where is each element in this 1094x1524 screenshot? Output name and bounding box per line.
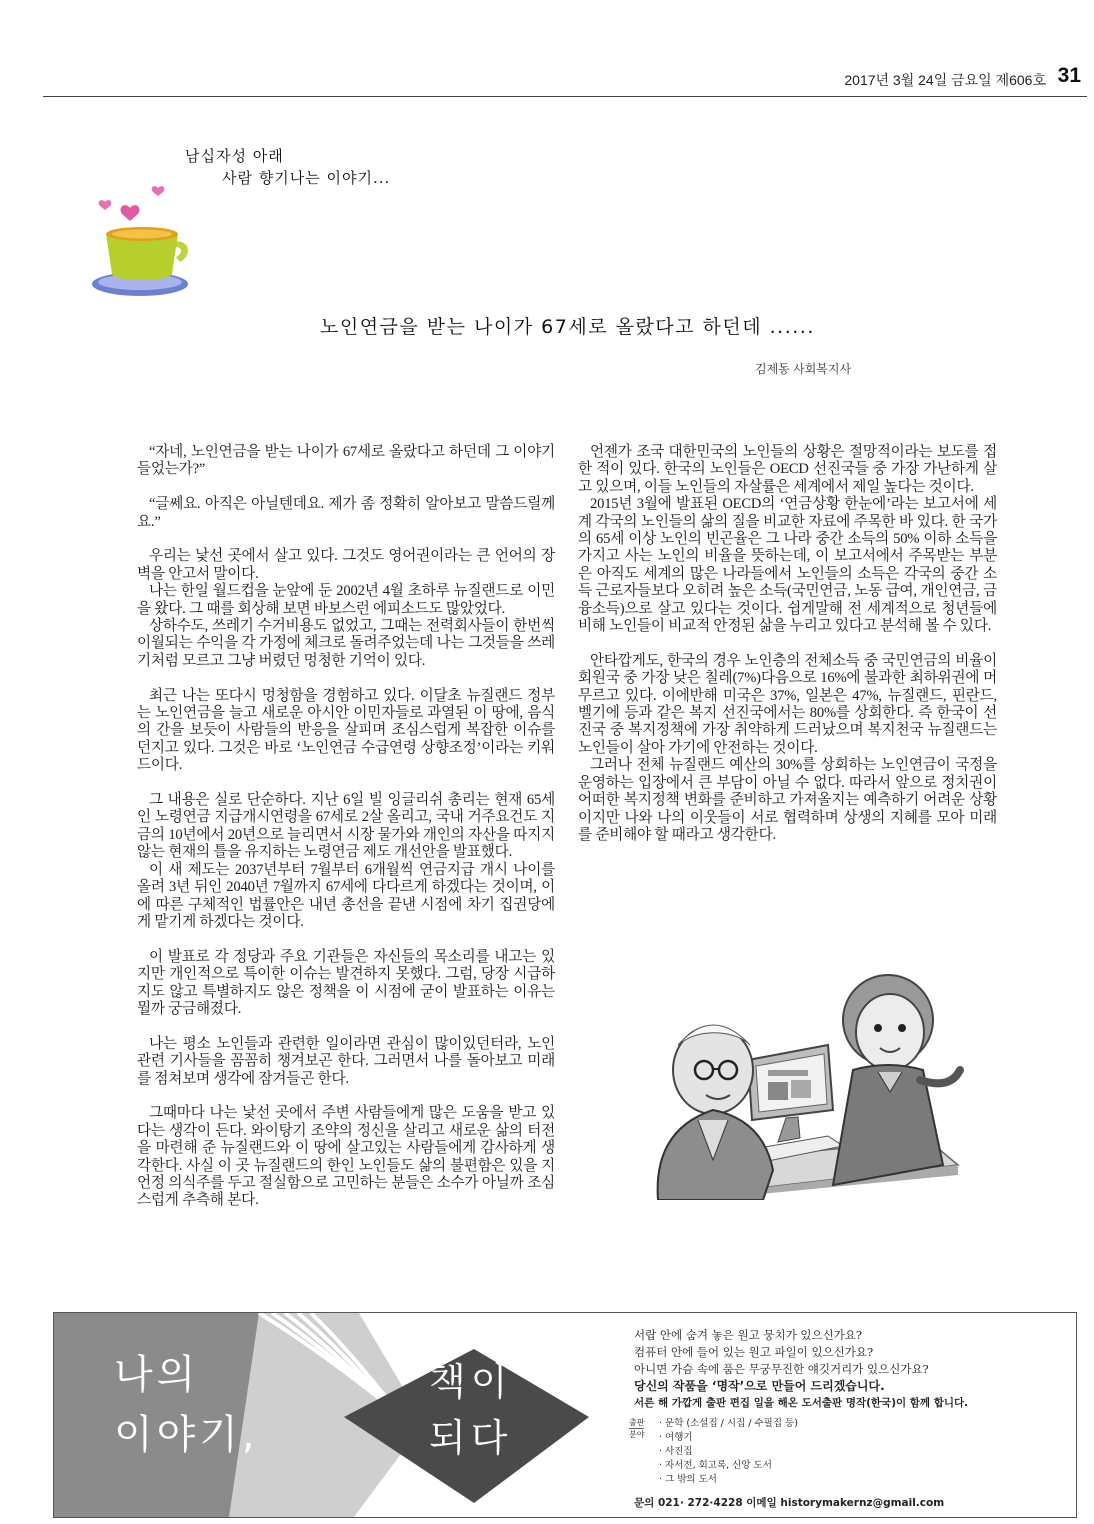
article-paragraph: 그러나 전체 뉴질랜드 예산의 30%를 상회하는 노인연금이 국정을 운영하는 입장에서 큰 부담이 아닐 수 없다. 따라서 앞으로 정치권이 어떠한 복지정책 변화를 준비하고 가져올지는 예측하기 어려운 상황이지만 나와 나의 이웃들이 서로 협력하며 상생의 지혜를 모아 미래를 준비해야 할 때라고 생각한다. (578, 757, 997, 843)
ad-category-item: · 자서전, 회고록, 신앙 도서 (659, 1460, 772, 1471)
article-paragraph: 나는 평소 노인들과 관련한 일이라면 관심이 많이있던터라, 노인 관련 기사들을 꼼꼼히 챙겨보곤 한다. 그러면서 나를 돌아보고 미래를 점쳐보며 생각에 잠겨들곤 한다. (137, 1035, 555, 1087)
ad-category-label-line1: 출판 (629, 1418, 645, 1427)
ad-contact: 문의 021· 272·4228 이메일 historymakernz@gmail.com (634, 1497, 945, 1509)
ad-title-left-line2: 이야기, (114, 1412, 259, 1458)
ad-question-2: 컴퓨터 안에 들어 있는 원고 파일이 있으신가요? (634, 1345, 874, 1359)
ad-question-1: 서랍 안에 숨겨 놓은 원고 뭉치가 있으신가요? (634, 1328, 863, 1342)
article-headline: 노인연금을 받는 나이가 67세로 올랐다고 하던데 ...... (320, 316, 815, 338)
article-paragraph: 우리는 낯선 곳에서 살고 있다. 그것도 영어권이라는 큰 언어의 장벽을 안고서 말이다. (137, 548, 555, 582)
article-paragraph: 이 새 제도는 2037년부터 7월부터 6개월씩 연금지급 개시 나이를 올려 3년 뒤인 2040년 7월까지 67세에 다다르게 하겠다는 것이며, 이에 따른 구체적인 법률안은 내년 총선을 끝낸 시점에 차기 집권당에게 맡기게 하겠다는 것이다. (137, 861, 555, 930)
article-paragraph: 그때마다 나는 낯선 곳에서 주변 사람들에게 많은 도움을 받고 있다는 생각이 든다. 와이탕기 조약의 정신을 살리고 새로운 삶의 터전을 마련해 준 뉴질랜드와 이 땅에 살고있는 사람들에게 감사하게 생각한다. 사실 이 곳 뉴질랜드의 한인 노인들도 삶의 불편함은 있을 지언정 의식주를 두고 절실함으로 고민하는 분들은 소수가 아닐까 조심스럽게 추측해 본다. (137, 1105, 555, 1209)
article-byline: 김제동 사회복지사 (755, 362, 852, 376)
ad-category-item: · 여행기 (659, 1432, 693, 1443)
article-paragraph: 그 내용은 실로 단순하다. 지난 6일 빌 잉글리쉬 총리는 현재 65세인 노령연금 지급개시연령을 67세로 2살 올리고, 국내 거주요건도 지금의 10년에서 20년으로 늘리면서 시장 물가와 개인의 자산을 따지지않는 현재의 틀을 유지하는 노령연금 제도 개선안을 발표했다. (137, 792, 555, 861)
column-title-line1: 남십자성 아래 (185, 147, 284, 165)
page-number: 31 (1057, 64, 1081, 87)
article-column-left (137, 444, 555, 1210)
ad-question-3: 아니면 가슴 속에 품은 무궁무진한 얘깃거리가 있으신가요? (634, 1362, 929, 1376)
ad-title-right-line2: 되다 (429, 1416, 513, 1460)
ad-category-item: · 그 밖의 도서 (659, 1474, 717, 1485)
article-paragraph: 이 발표로 각 정당과 주요 기관들은 자신들의 목소리를 내고는 있지만 개인적으로 특이한 이슈는 발견하지 못했다. 그럼, 당장 시급하지도 않고 특별하지도 않은 정책을 이 시점에 굳이 발표하는 이유는 뭘까 궁금해졌다. (137, 948, 555, 1017)
article-column-right (578, 444, 997, 844)
article-paragraph: “글쎄요. 아직은 아닐텐데요. 제가 좀 정확히 알아보고 말씀드릴께요.” (137, 496, 555, 530)
article-paragraph: 상하수도, 쓰레기 수거비용도 없었고, 그때는 전력회사들이 한번씩 이월되는 수익을 각 가정에 체크로 돌려주었는데 나는 그것들을 쓰레기처럼 모르고 그냥 버렸던 멍청한 기억이 있다. (137, 618, 555, 669)
article-paragraph: 언젠가 조국 대한민국의 노인들의 상황은 절망적이라는 보도를 접한 적이 있다. 한국의 노인들은 OECD 선진국들 중 가장 가난하게 살고 있으며, 이들 노인들의 자살률은 세계에서 제일 높다는 것이다. (578, 444, 997, 495)
ad-category-item: · 문학 (소설집 / 시집 / 수필집 등) (659, 1418, 798, 1429)
elderly-couple-computer-illustration (628, 950, 968, 1200)
issue-date: 2017년 3월 24일 금요일 제606호 (844, 72, 1046, 88)
article-paragraph: “자네, 노인연금을 받는 나이가 67세로 올랐다고 하던데 그 이야기 들었는가?” (137, 444, 555, 478)
ad-category-item: · 사진집 (659, 1446, 693, 1457)
ad-category-label (629, 1417, 644, 1440)
article-paragraph: 나는 한일 월드컵을 눈앞에 둔 2002년 4월 초하루 뉴질랜드로 이민을 왔다. 그 때를 회상해 보면 바보스런 에피소드도 많았었다. (137, 583, 555, 617)
ad-title-left-line1: 나의 (114, 1352, 200, 1398)
book-publishing-ad (53, 1312, 1077, 1518)
header-rule (43, 96, 1087, 97)
article-paragraph: 최근 나는 또다시 멍청함을 경험하고 있다. 이달초 뉴질랜드 정부는 노인연금을 늘고 새로운 아시안 이민자들로 과열된 이 땅에, 음식의 간을 보듯이 사람들의 반응을 살피며 조심스럽게 복잡한 이슈를 던지고 있다. 그것은 바로 ‘노인연금 수급연령 상향조정’이라는 키워드이다. (137, 687, 555, 774)
ad-subline: 서른 해 가깝게 출판 편집 일을 해온 도서출판 명작(한국)이 함께 합니다. (634, 1397, 969, 1409)
article-paragraph: 안타깝게도, 한국의 경우 노인층의 전체소득 중 국민연금의 비율이 회원국 중 가장 낮은 칠레(7%)다음으로 16%에 불과한 최하위권에 머무르고 있다. 이에반해 미국은 37%, 일본은 47%, 뉴질랜드, 핀란드, 벨기에 등과 같은 복지 선진국에서는 80%를 상회한다. 즉 한국이 선진국 중 복지정책에 가장 취약하게 드러났으며 복지천국 뉴질랜드는 노인들이 살아 가기에 안전하는 것이다. (578, 652, 997, 756)
column-title-line2: 사람 향기나는 이야기... (222, 169, 391, 187)
teacup-hearts-icon (88, 180, 198, 300)
ad-title-right-line1: 책이 (429, 1360, 513, 1404)
ad-category-label-line2: 분야 (629, 1430, 645, 1439)
ad-headline: 당신의 작품을 ‘명작’으로 만들어 드리겠습니다. (634, 1379, 885, 1393)
article-paragraph: 2015년 3월에 발표된 OECD의 ‘연금상황 한눈에’라는 보고서에 세계 각국의 노인들의 삶의 질을 비교한 자료에 주목한 바 있다. 한 국가의 65세 이상 노인의 빈곤율은 그 나라 중간 소득의 50% 이하 소득을 가지고 사는 노인의 비율을 뜻하는데, 이 보고서에서 주목받는 부분은 아직도 세계의 많은 나라들에서 노인들의 소득은 각국의 중간 소득 근로자들보다 오히려 높은 소득(국민연금, 노동 급여, 개인연금, 금융소득)으로 살고 있다는 것이다. 쉽게말해 전 세계적으로 청년들에 비해 노인들이 비교적 안정된 삶을 누리고 있다고 분석해 볼 수 있다. (578, 496, 997, 635)
ad-category-list (659, 1417, 798, 1487)
